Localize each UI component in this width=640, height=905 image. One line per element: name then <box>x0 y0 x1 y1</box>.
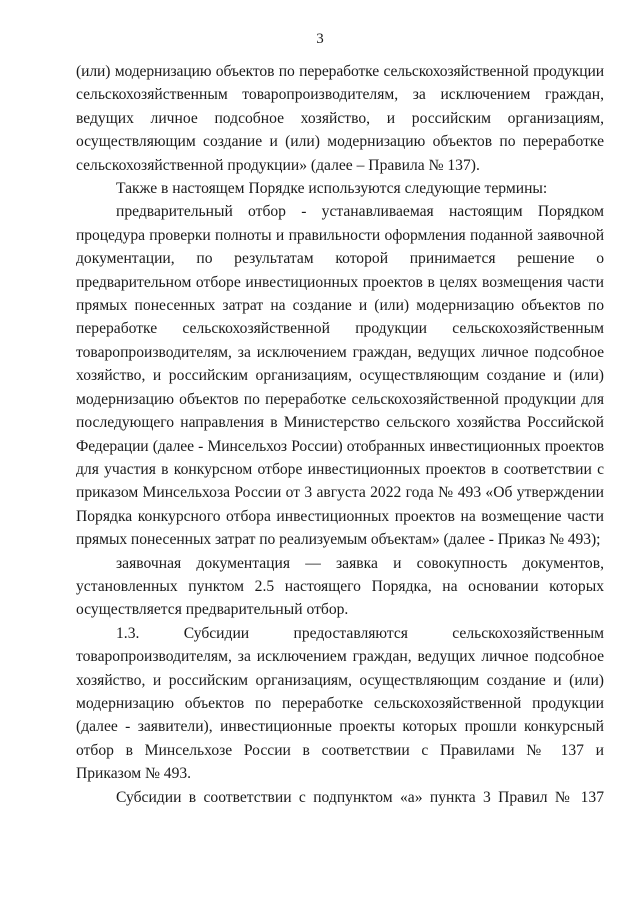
text-line: переработке сельскохозяйственной продукции сельскохозяйственным <box>76 320 604 338</box>
text-line: сельскохозяйственной продукции» (далее – Правила № 137). <box>76 156 480 174</box>
text-line: прямых понесенных затрат по реализуемым объектам» (далее - Приказ № 493); <box>76 531 601 549</box>
text-line: сельскохозяйственным товаропроизводителям, за исключением граждан, <box>76 86 604 104</box>
text-line: Федерации (далее - Минсельхоз России) отобранных инвестиционных проектов <box>76 437 604 455</box>
text-line: (или) модернизацию объектов по переработке сельскохозяйственной продукции <box>76 63 604 80</box>
text-line: (далее - заявители), инвестиционные проекты которых прошли конкурсный <box>76 718 604 736</box>
text-line: документации, по результатам которой принимается решение о <box>76 250 604 268</box>
text-line: Приказом № 493. <box>76 765 192 783</box>
text-line: хозяйство, и российским организациям, осуществляющим создание и (или) <box>76 671 604 689</box>
text-line: Порядка конкурсного отбора инвестиционных проектов на возмещение части <box>76 507 604 525</box>
text-line: модернизацию объектов по переработке сельскохозяйственной продукции <box>76 694 604 712</box>
text-line: Также в настоящем Порядке используются следующие термины: <box>116 180 548 198</box>
text-line: 1.3. Субсидии предоставляются сельскохозяйственным <box>116 624 604 642</box>
text-line: отбор в Минсельхозе России в соответствии с Правилами № 137 и <box>76 741 604 759</box>
text-line: прямых понесенных затрат на создание и (или) модернизацию объектов по <box>76 297 604 315</box>
text-line: процедура проверки полноты и правильности оформления поданной заявочной <box>76 226 604 244</box>
text-line: хозяйство, и российским организациям, осуществляющим создание и (или) <box>76 367 604 385</box>
text-line: товаропроизводителям, за исключением граждан, ведущих личное подсобное <box>76 648 604 666</box>
text-line: осуществляющим создание и (или) модернизацию объектов по переработке <box>76 133 604 151</box>
text-line: для участия в конкурсном отборе инвестиционных проектов в соответствии с <box>76 460 604 478</box>
page-number: 3 <box>316 31 324 47</box>
text-line: предварительный отбор - устанавливаемая настоящим Порядком <box>116 203 604 221</box>
text-line: ведущих личное подсобное хозяйство, и российским организациям, <box>76 109 604 127</box>
text-line: заявочная документация — заявка и совокупность документов, <box>116 554 604 572</box>
text-line: приказом Минсельхоза России от 3 августа 2022 года № 493 «Об утверждении <box>76 484 604 502</box>
text-line: установленных пунктом 2.5 настоящего Порядка, на основании которых <box>76 577 604 595</box>
document-body <box>76 60 604 809</box>
text-line: Субсидии в соответствии с подпунктом «а» пункта 3 Правил № 137 <box>116 788 604 806</box>
text-line: предварительном отборе инвестиционных проектов в целях возмещения части <box>76 273 604 291</box>
text-line: последующего направления в Министерство сельского хозяйства Российской <box>76 414 604 432</box>
text-line: товаропроизводителям, за исключением граждан, ведущих личное подсобное <box>76 343 604 361</box>
text-line: модернизацию объектов по переработке сельскохозяйственной продукции для <box>76 390 604 408</box>
text-line: осуществляется предварительный отбор. <box>76 601 349 619</box>
